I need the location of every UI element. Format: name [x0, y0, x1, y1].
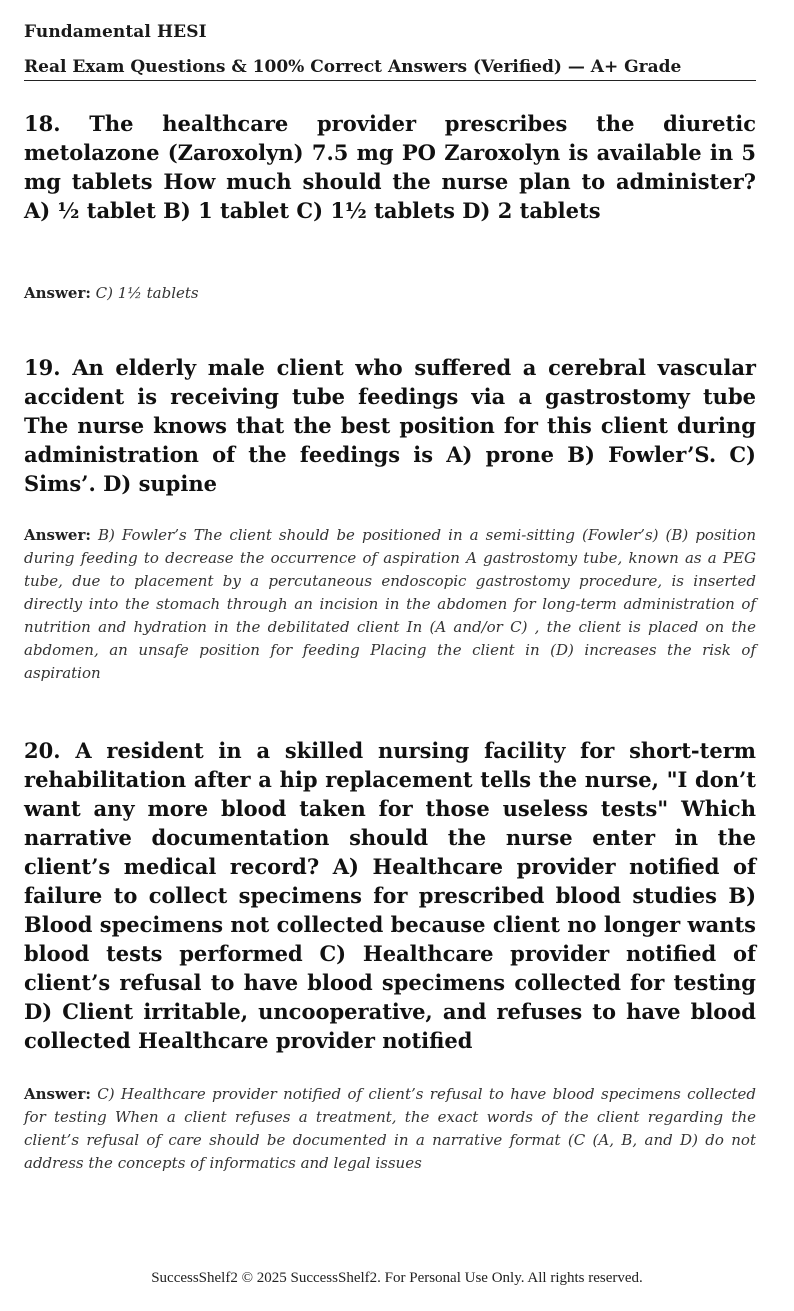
answer-text: C) Healthcare provider notified of client’s refusal to have blood specimens collected for testing When a client refuses a treatment, the exact words of the client regarding the client’s refusal of care should be documented in a narrative format (C (A, B, and D) do not address the concepts of informatics and legal issues — [24, 1085, 756, 1172]
answer-text: C) 1½ tablets — [95, 284, 199, 302]
answer-label: Answer: — [24, 284, 91, 302]
answer-label: Answer: — [24, 1085, 91, 1103]
answer-19 — [24, 524, 756, 685]
answer-18 — [24, 282, 756, 305]
answer-text: B) Fowler’s The client should be positioned in a semi-sitting (Fowler’s) (B) position during feeding to decrease the occurrence of aspiration A gastrostomy tube, known as a PEG tube, due to placement by a percutaneous endoscopic gastrostomy procedure, is inserted directly into the stomach through an incision in the abdomen for long-term administration of nutrition and hydration in the debilitated client In (A and/or C) , the client is placed on the abdomen, an unsafe position for feeding Placing the client in (D) increases the risk of aspiration — [24, 526, 756, 682]
question-19: 19. An elderly male client who suffered a cerebral vascular accident is receiving tube feedings via a gastrostomy tube The nurse knows that the best position for this client during administration of the feedings is A) prone B) Fowler’S. C) Sims’. D) supine — [24, 355, 756, 496]
question-20: 20. A resident in a skilled nursing facility for short-term rehabilitation after a hip replacement tells the nurse, "I don’t want any more blood taken for those useless tests" Which narrative documentation should the nurse enter in the client’s medical record? A) Healthcare provider notified of failure to collect specimens for prescribed blood studies B) Blood specimens not collected because client no longer wants blood tests performed C) Healthcare provider notified of client’s refusal to have blood specimens collected for testing D) Client irritable, uncooperative, and refuses to have blood collected Healthcare provider notified — [24, 738, 756, 1053]
page-footer: SuccessShelf2 © 2025 SuccessShelf2. For Personal Use Only. All rights reserved. — [151, 1270, 643, 1286]
answer-label: Answer: — [24, 526, 91, 544]
question-18: 18. The healthcare provider prescribes the diuretic metolazone (Zaroxolyn) 7.5 mg PO Zaroxolyn is available in 5 mg tablets How much should the nurse plan to administer? A) ½ tablet B) 1 tablet C) 1½ tablets D) 2 tablets — [24, 111, 756, 223]
answer-20 — [24, 1083, 756, 1175]
document-title: Fundamental HESI — [24, 22, 207, 42]
header-divider — [24, 80, 756, 81]
document-subtitle: Real Exam Questions & 100% Correct Answers (Verified) — A+ Grade — [24, 57, 682, 77]
